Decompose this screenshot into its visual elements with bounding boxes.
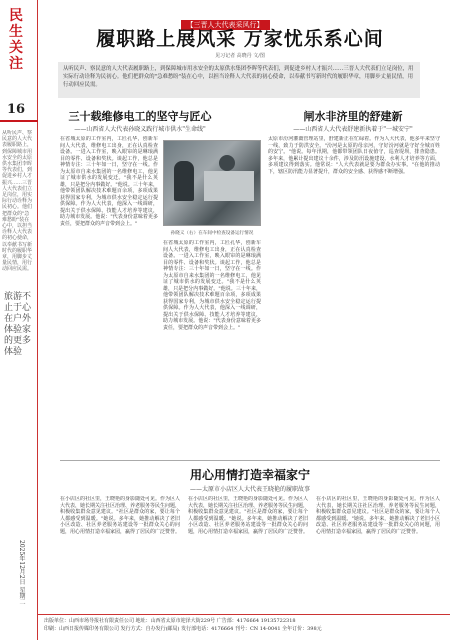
section-divider [60, 460, 440, 461]
sidebar-divider [0, 120, 38, 122]
article2-subtitle: ——山西省人大代表舒建新执着于"一城安宁" [293, 126, 413, 133]
issue-info: 2025年12月2日 星期二 [18, 540, 25, 605]
article2-body: 太原市汾河灌溉管理站里，舒建新正在忙碌着。作为人大代表，他多年来坚守一线，致力于防洪安全。"汾河是太原的母亲河，守好汾河就是守好全城百姓的安宁。"他说。每年汛期，他都带领团队日夜值守，巡查堤坝，排查隐患。多年来，他累计提出建议十余件，涉及防汛设施建设、水利人才培养等方面，多项建议得到落实。他常说："人大代表就是要为群众办实事。"在他的推动下，辖区防汛能力显著提升，群众的安全感、获得感不断增强。 [268, 136, 440, 175]
article1-body: 在省城太原的工作室内，工匠孔华，创新车间人大代表，维修电工出身，正在认真检查设备。一进入工作室，映入眼帘的是琳琅满目的零件、设备和奖状。谈起工作，他总是神情专注：三十年如一日，坚守在一线。作为太原市自来水集团的一名维修电工，他见证了城市供水的发展变迁。"我不是什么英雄，只是把分内事做好。"他说。三十年来，他带领团队解决技术难题百余项，多项成果获得国家专利，为城市供水安全稳定运行提供保障。作为人大代表，他深入一线调研，提出关于供水保障、技能人才培养等建议，助力城市发展。他说："代表身份意味着更多责任，要把群众的声音带到会上。" [60, 136, 158, 227]
article3-subtitle: ——太原市小店区人大代表王晓艳的履职故事 [189, 486, 310, 493]
lead-paragraph: 从听民声、察民意的人大代表履职路上，到保障城市用水安全的太原供水集团李晖等代表们，到促进乡村人才振兴……三晋人大代表们立足岗位，用实际行动诠释为民初心。他们把群众的"急难愁盼"装在心中，以担当诠释人大代表的初心使命，以奉献书写新时代的履职华章，用脚步丈量民情，用行动回应民需。 [58, 62, 420, 98]
article3-body-col1: 在小店区的社区里，王晓艳的身影随处可见。作为区人大代表，她长期关注社区治理、养老服务等民生问题，积极收集群众意见建议。"社区是群众的家，要让每个人都感受到温暖。"她说。多年来，她推动解决了老旧小区改造、社区养老服务站建设等一批群众关心的问题，用心用情打造幸福家园，赢得了居民的广泛赞誉。 [60, 496, 180, 535]
article3-title: 用心用情打造幸福家宁 [189, 468, 310, 482]
page-number: 16 [6, 102, 26, 117]
article1-title: 三十载维修电工的坚守与匠心 [68, 110, 212, 123]
footer [38, 614, 450, 640]
photo-caption: 孙晓义（右）在车间中检查设备运行情况 [170, 231, 254, 236]
article3-body-col2: 在小店区的社区里，王晓艳的身影随处可见。作为区人大代表，她长期关注社区治理、养老服务等民生问题，积极收集群众意见建议。"社区是群众的家，要让每个人都感受到温暖。"她说。多年来，她推动解决了老旧小区改造、社区养老服务站建设等一批群众关心的问题，用心用情打造幸福家园，赢得了居民的广泛赞誉。 [188, 496, 308, 535]
headline: 履职路上展风采 万家忧乐系心间 [96, 28, 384, 50]
article1-body-cont: 在省城太原的工作室内，工匠孔华，创新车间人大代表，维修电工出身，正在认真检查设备。一进入工作室，映入眼帘的是琳琅满目的零件、设备和奖状。谈起工作，他总是神情专注：三十年如一日，坚守在一线。作为太原市自来水集团的一名维修电工，他见证了城市供水的发展变迁。"我不是什么英雄，只是把分内事做好。"他说。三十年来，他带领团队解决技术难题百余项，多项成果获得国家专利，为城市供水安全稳定运行提供保障。作为人大代表，他深入一线调研，提出关于供水保障、技能人才培养等建议，助力城市发展。他说："代表身份意味着更多责任，要把群众的声音带到会上。" [163, 240, 261, 331]
article3-body-col3: 在小店区的社区里，王晓艳的身影随处可见。作为区人大代表，她长期关注社区治理、养老服务等民生问题，积极收集群众意见建议。"社区是群众的家，要让每个人都感受到温暖。"她说。多年来，她推动解决了老旧小区改造、社区养老服务站建设等一批群众关心的问题，用心用情打造幸福家园，赢得了居民的广泛赞誉。 [316, 496, 440, 535]
article1-subtitle: ——山西省人大代表孙晓义践行城市供水"生命线" [74, 126, 206, 133]
footer-line1: 出版单位：山西市场导报社有限责任公司 地址：山西省太原市迎泽大街229号 广告部：4176664 19135722318 [44, 618, 296, 624]
article2-title: 闸水非济里的舒建新 [303, 110, 403, 123]
slogan: 旅游不止于心 在户外体验家的更多体验 [4, 292, 32, 357]
kicker-label: 【三晋人大代表采风行】 [181, 20, 270, 30]
article-photo [163, 140, 261, 226]
section-title: 民生关注 [9, 8, 23, 72]
photo-head [219, 155, 235, 171]
sidebar [0, 0, 38, 640]
photo-equipment [204, 171, 254, 201]
footer-line2: 印刷：山西日报传媒印务有限公司 发行方式：自办发行(邮局) 发行部电话：4176664 刊号：CN 14-0041 全年订价：398元 [44, 626, 322, 632]
byline: 见习记者 高晓丹 文/图 [215, 53, 265, 59]
sidebar-text: 从听民声、察民意的人大代表履职路上，到保障城市用水安全的太原供水集团李晖等代表们，到促进乡村人才振兴……三晋人大代表们立足岗位，用实际行动诠释为民初心。他们把群众的"急难愁盼"装在心中，以担当诠释人大代表的初心使命，以奉献书写新时代的履职华章，用脚步丈量民情，用行动回应民需。 [2, 130, 32, 273]
slogan-box [4, 292, 34, 372]
photo-person [174, 161, 194, 201]
